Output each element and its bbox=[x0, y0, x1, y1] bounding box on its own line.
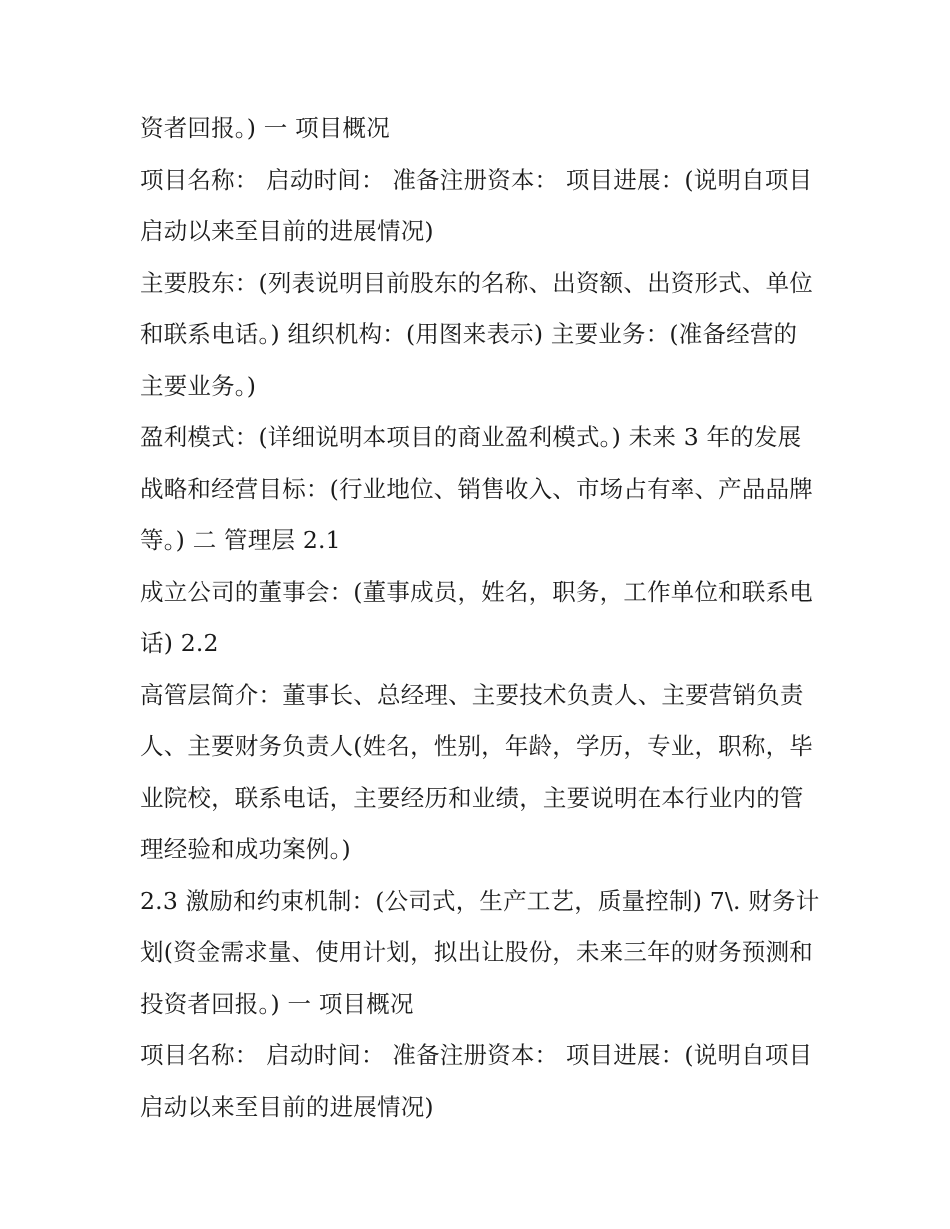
document-body bbox=[140, 103, 820, 1133]
paragraph: 盈利模式：(详细说明本项目的商业盈利模式。) 未来 3 年的发展战略和经营目标：(行业地位、销售收入、市场占有率、产品品牌等。) 二 管理层 2.1 bbox=[140, 423, 813, 554]
paragraph: 成立公司的董事会：(董事成员，姓名，职务，工作单位和联系电话) 2.2 bbox=[140, 577, 813, 657]
paragraph: 主要股东：(列表说明目前股东的名称、出资额、出资形式、单位和联系电话。) 组织机构：(用图来表示) 主要业务：(准备经营的主要业务。) bbox=[140, 268, 813, 400]
paragraph: 2.3 激励和约束机制：(公司式，生产工艺，质量控制) 7\. 财务计划(资金需求量、使用计划，拟出让股份，未来三年的财务预测和投资者回报。) 一 项目概况 bbox=[140, 886, 820, 1018]
paragraph: 资者回报。) 一 项目概况 bbox=[140, 114, 390, 142]
paragraph: 项目名称： 启动时间： 准备注册资本： 项目进展：(说明自项目启动以来至目前的进展情况) bbox=[140, 1041, 813, 1121]
paragraph: 高管层简介：董事长、总经理、主要技术负责人、主要营销负责人、主要财务负责人(姓名，性别，年龄，学历，专业，职称，毕业院校，联系电话，主要经历和业绩，主要说明在本行业内的管理经验和成功案例。) bbox=[140, 680, 813, 863]
paragraph: 项目名称： 启动时间： 准备注册资本： 项目进展：(说明自项目启动以来至目前的进展情况) bbox=[140, 165, 813, 245]
